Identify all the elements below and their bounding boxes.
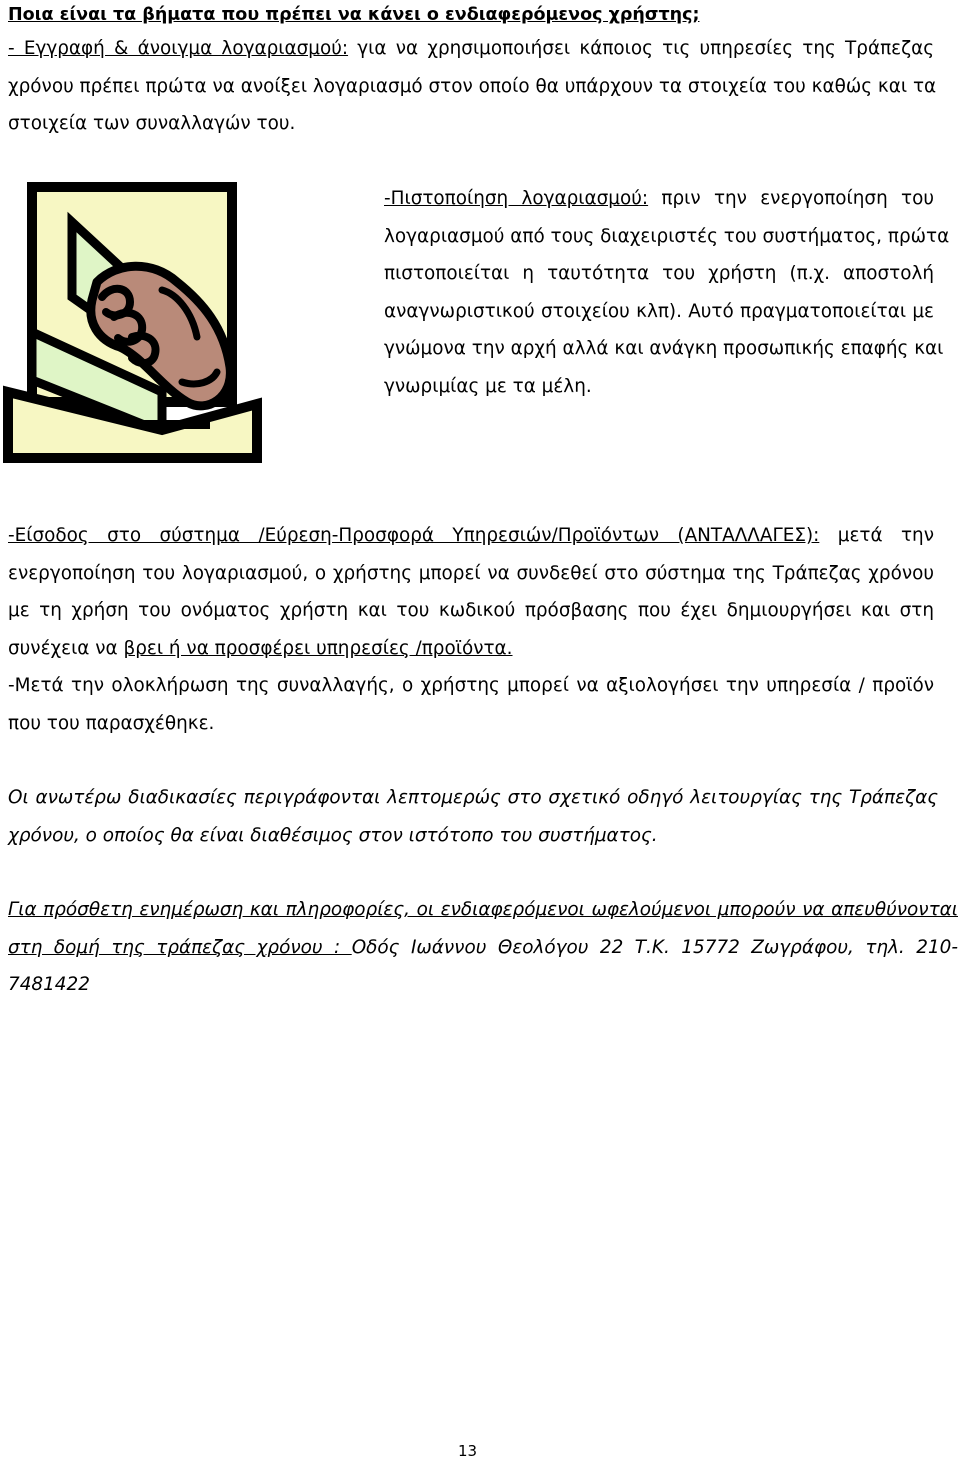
- step-register-line-2: χρόνου πρέπει πρώτα να ανοίξει λογαριασμό στον οποίο θα υπάρχουν τα στοιχεία του καθώς και τα: [8, 75, 937, 97]
- find-offer-services-link: βρει ή να προσφέρει υπηρεσίες /προϊόντα.: [123, 637, 513, 659]
- computer-handshake-icon: [2, 182, 262, 464]
- step-register-paragraph: [8, 30, 937, 143]
- step-rate-line-2: που του παρασχέθηκε.: [8, 712, 215, 734]
- step-verify-line-1: -Πιστοποίηση λογαριασμού: πριν την ενεργοποίηση του: [384, 188, 934, 209]
- step-login-line-3: με τη χρήση του ονόματος χρήστη και του κωδικού πρόσβασης που έχει δημιουργήσει και στη: [8, 600, 934, 621]
- step-login-line-2: ενεργοποίηση του λογαριασμού, ο χρήστης μπορεί να συνδεθεί στο σύστημα της Τράπεζας χρόνου: [8, 562, 934, 584]
- contact-phone-continuation: 7481422: [8, 974, 90, 995]
- step-rate-paragraph: [8, 667, 934, 742]
- contact-address: Οδός Ιωάννου Θεολόγου 22 Τ.Κ. 15772 Ζωγράφου, τηλ. 210-: [351, 936, 959, 958]
- step-register-label: - Εγγραφή & άνοιγμα λογαριασμού:: [8, 38, 349, 59]
- step-verify-paragraph: [384, 180, 950, 405]
- step-register-line-3: στοιχεία των συναλλαγών του.: [8, 113, 296, 134]
- step-login-line-1: -Είσοδος στο σύστημα /Εύρεση-Προσφορά Υπηρεσιών/Προϊόντων (ΑΝΤΑΛΛΑΓΕΣ): μετά την: [8, 525, 934, 546]
- step-login-paragraph: [8, 517, 934, 667]
- guide-note-line-2: χρόνου, ο οποίος θα είναι διαθέσιμος στον ιστότοπο του συστήματος.: [8, 824, 658, 846]
- step-rate-line-1: -Μετά την ολοκλήρωση της συναλλαγής, ο χρήστης μπορεί να αξιολογήσει την υπηρεσία / προϊόν: [8, 675, 934, 696]
- page-number: 13: [457, 1442, 478, 1460]
- contact-paragraph: [8, 891, 958, 1004]
- contact-line-2: [8, 929, 958, 967]
- step-verify-line-2: λογαριασμού από τους διαχειριστές του συστήματος, πρώτα: [384, 225, 950, 247]
- contact-line-1: Για πρόσθετη ενημέρωση και πληροφορίες, οι ενδιαφερόμενοι ωφελούμενοι μπορούν να απευθύνονται: [8, 899, 958, 920]
- step-verify-line-5: γνώμονα την αρχή αλλά και ανάγκη προσωπικής επαφής και: [384, 338, 944, 359]
- contact-office-label: στη δομή της τράπεζας χρόνου :: [8, 936, 352, 958]
- guide-note-line-1: Οι ανωτέρω διαδικασίες περιγράφονται λεπτομερώς στο σχετικό οδηγό λειτουργίας της Τράπεζας: [8, 787, 938, 808]
- guide-note-paragraph: [8, 779, 938, 854]
- step-verify-label: -Πιστοποίηση λογαριασμού:: [384, 188, 649, 209]
- step-login-label: -Είσοδος στο σύστημα /Εύρεση-Προσφορά Υπηρεσιών/Προϊόντων (ΑΝΤΑΛΛΑΓΕΣ):: [8, 525, 820, 546]
- step-register-line-1: - Εγγραφή & άνοιγμα λογαριασμού: για να χρησιμοποιήσει κάποιος τις υπηρεσίες της Τράπεζας: [8, 38, 935, 59]
- step-verify-line-4: αναγνωριστικού στοιχείου κλπ). Αυτό πραγματοποιείται με: [384, 300, 934, 322]
- step-verify-line-6: γνωριμίας με τα μέλη.: [384, 375, 592, 397]
- page-heading: Ποια είναι τα βήματα που πρέπει να κάνει ο ενδιαφερόμενος χρήστης;: [8, 5, 700, 25]
- step-verify-line-3: πιστοποιείται η ταυτότητα του χρήστη (π.χ. αποστολή: [384, 263, 934, 284]
- step-login-line-4: συνέχεια να βρει ή να προσφέρει υπηρεσίες /προϊόντα.: [8, 637, 513, 659]
